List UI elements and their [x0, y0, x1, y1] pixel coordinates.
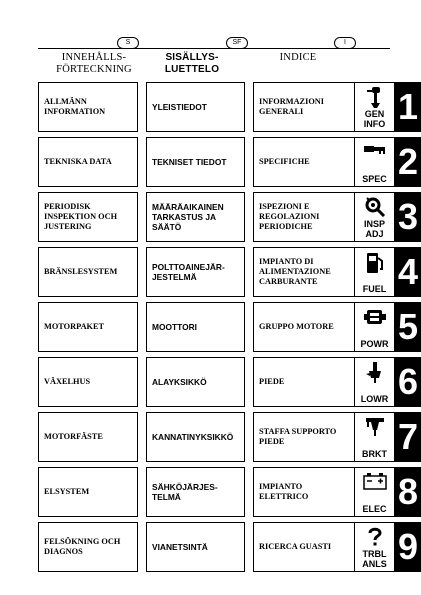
- chapter-title-finnish[interactable]: [146, 412, 245, 462]
- chapter-title-italian-text: IMPIANTO DI ALIMENTAZIONE CARBURANTE: [259, 257, 331, 286]
- chapter-title-finnish-text: SÄHKÖJÄRJES-TELMÄ: [152, 482, 218, 502]
- chapter-title-finnish-text: TEKNISET TIEDOT: [152, 157, 227, 167]
- chapter-icon-box: [355, 82, 395, 132]
- chapter-icon-box: [355, 302, 395, 352]
- chapter-number: 8: [395, 467, 421, 517]
- chapter-title-swedish[interactable]: [38, 522, 138, 572]
- chapter-title-swedish-text: ALLMÄNN INFORMATION: [44, 97, 106, 116]
- chapter-title-italian-text: INFORMAZIONI GENERALI: [259, 97, 324, 116]
- chapter-row-2[interactable]: [36, 137, 419, 189]
- chapter-title-finnish[interactable]: [146, 302, 245, 352]
- language-badge-i: I: [334, 37, 356, 49]
- chapter-icon-box: [355, 467, 395, 517]
- chapter-title-italian[interactable]: [253, 522, 355, 572]
- heading-swedish-line1: INNEHÅLLS-: [61, 52, 127, 63]
- chapter-row-9[interactable]: [36, 522, 419, 574]
- gen-info-icon: [365, 87, 385, 109]
- chapter-title-finnish-text: MÄÄRÄAIKAINEN TARKASTUS JA SÄÄTÖ: [152, 202, 224, 232]
- chapter-title-swedish-text: MOTORFÄSTE: [44, 432, 103, 441]
- chapter-row-6[interactable]: [36, 357, 419, 409]
- chapter-title-finnish[interactable]: [146, 522, 245, 572]
- chapter-title-finnish[interactable]: [146, 137, 245, 187]
- chapter-title-swedish[interactable]: [38, 247, 138, 297]
- heading-finnish: [147, 52, 237, 76]
- chapter-code: ELEC: [362, 504, 387, 514]
- chapter-title-italian-text: ISPEZIONI E REGOLAZIONI PERIODICHE: [259, 202, 320, 231]
- chapter-title-italian-text: STAFFA SUPPORTO PIEDE: [259, 427, 337, 446]
- chapter-title-finnish-text: KANNATINYKSIKKÖ: [152, 432, 234, 442]
- chapter-title-italian[interactable]: [253, 82, 355, 132]
- chapter-title-finnish[interactable]: [146, 357, 245, 407]
- chapter-code: TRBL ANLS: [362, 549, 387, 569]
- language-badge-s: S: [117, 37, 139, 49]
- chapter-icon-box: [355, 192, 395, 242]
- chapter-row-4[interactable]: [36, 247, 419, 299]
- chapter-title-finnish-text: VIANETSINTÄ: [152, 542, 208, 552]
- chapter-title-swedish[interactable]: [38, 302, 138, 352]
- language-badge-sf: SF: [226, 37, 248, 49]
- chapter-title-italian-text: GRUPPO MOTORE: [259, 322, 334, 331]
- chapter-title-italian[interactable]: [253, 412, 355, 462]
- chapter-title-finnish[interactable]: [146, 467, 245, 517]
- chapter-icon-box: [355, 522, 395, 572]
- chapter-title-swedish[interactable]: [38, 82, 138, 132]
- chapter-number: 4: [395, 247, 421, 297]
- chapter-icon-box: [355, 247, 395, 297]
- chapter-row-3[interactable]: [36, 192, 419, 244]
- spec-icon: [363, 142, 387, 156]
- chapter-title-italian[interactable]: [253, 302, 355, 352]
- chapter-title-swedish-text: TEKNISKA DATA: [44, 157, 112, 166]
- chapter-code: INSP ADJ: [363, 219, 385, 239]
- powr-icon: [363, 307, 387, 327]
- chapter-icon-box: [355, 137, 395, 187]
- chapter-title-finnish-text: ALAYKSIKKÖ: [152, 377, 207, 387]
- heading-finnish-line1: SISÄLLYS-: [165, 52, 219, 63]
- heading-swedish: [38, 52, 150, 76]
- chapter-title-finnish[interactable]: [146, 247, 245, 297]
- chapter-title-italian-text: SPECIFICHE: [259, 157, 310, 166]
- chapter-number: 2: [395, 137, 421, 187]
- chapter-title-swedish[interactable]: [38, 192, 138, 242]
- chapter-code: SPEC: [362, 174, 387, 184]
- chapter-icon-box: [355, 412, 395, 462]
- chapter-number: 3: [395, 192, 421, 242]
- chapter-title-swedish[interactable]: [38, 137, 138, 187]
- chapter-title-swedish-text: BRÄNSLESYSTEM: [44, 267, 118, 276]
- chapter-title-italian-text: IMPIANTO ELETTRICO: [259, 482, 309, 501]
- chapter-row-8[interactable]: [36, 467, 419, 519]
- chapter-title-swedish[interactable]: [38, 467, 138, 517]
- heading-italian-line1: INDICE: [279, 52, 317, 63]
- chapter-title-italian-text: PIEDE: [259, 377, 285, 386]
- heading-swedish-line2: FÖRTECKNING: [56, 64, 132, 75]
- heading-italian: [258, 52, 338, 64]
- chapter-title-swedish[interactable]: [38, 357, 138, 407]
- chapter-title-italian-text: RICERCA GUASTI: [259, 542, 332, 551]
- chapter-title-italian[interactable]: [253, 247, 355, 297]
- heading-finnish-line2: LUETTELO: [164, 64, 220, 75]
- chapter-title-finnish[interactable]: [146, 82, 245, 132]
- chapter-title-finnish-text: MOOTTORI: [152, 322, 197, 332]
- chapter-number: 7: [395, 412, 421, 462]
- chapter-title-swedish-text: MOTORPAKET: [44, 322, 105, 331]
- lowr-icon: [365, 362, 385, 384]
- elec-icon: [363, 472, 387, 490]
- chapter-title-swedish-text: VÄXELHUS: [44, 377, 91, 386]
- chapter-number: 9: [395, 522, 421, 572]
- chapter-code: FUEL: [362, 284, 387, 294]
- chapter-title-finnish-text: POLTTOAINEJÄR-JESTELMÄ: [152, 262, 225, 282]
- chapter-number: 5: [395, 302, 421, 352]
- chapter-code: BRKT: [362, 449, 387, 459]
- brkt-icon: [364, 417, 386, 437]
- chapter-title-italian[interactable]: [253, 137, 355, 187]
- chapter-code: LOWR: [360, 394, 389, 404]
- chapter-title-swedish-text: PERIODISK INSPEKTION OCH JUSTERING: [44, 202, 118, 231]
- chapter-title-swedish-text: ELSYSTEM: [44, 487, 90, 496]
- fuel-icon: [365, 252, 385, 274]
- chapter-code: GEN INFO: [363, 109, 386, 129]
- chapter-row-7[interactable]: [36, 412, 419, 464]
- trbl-anls-icon: [367, 527, 383, 547]
- chapter-icon-box: [355, 357, 395, 407]
- chapter-title-finnish[interactable]: [146, 192, 245, 242]
- chapter-title-finnish-text: YLEISTIEDOT: [152, 102, 207, 112]
- chapter-title-swedish-text: FELSÖKNING OCH DIAGNOS: [44, 537, 121, 556]
- chapter-title-italian[interactable]: [253, 357, 355, 407]
- chapter-title-italian[interactable]: [253, 467, 355, 517]
- chapter-code: POWR: [360, 339, 389, 349]
- chapter-number: 1: [395, 82, 421, 132]
- chapter-number: 6: [395, 357, 421, 407]
- chapter-title-italian[interactable]: [253, 192, 355, 242]
- chapter-title-swedish[interactable]: [38, 412, 138, 462]
- chapter-row-1[interactable]: [36, 82, 419, 134]
- chapter-row-5[interactable]: [36, 302, 419, 354]
- insp-adj-icon: [364, 197, 386, 217]
